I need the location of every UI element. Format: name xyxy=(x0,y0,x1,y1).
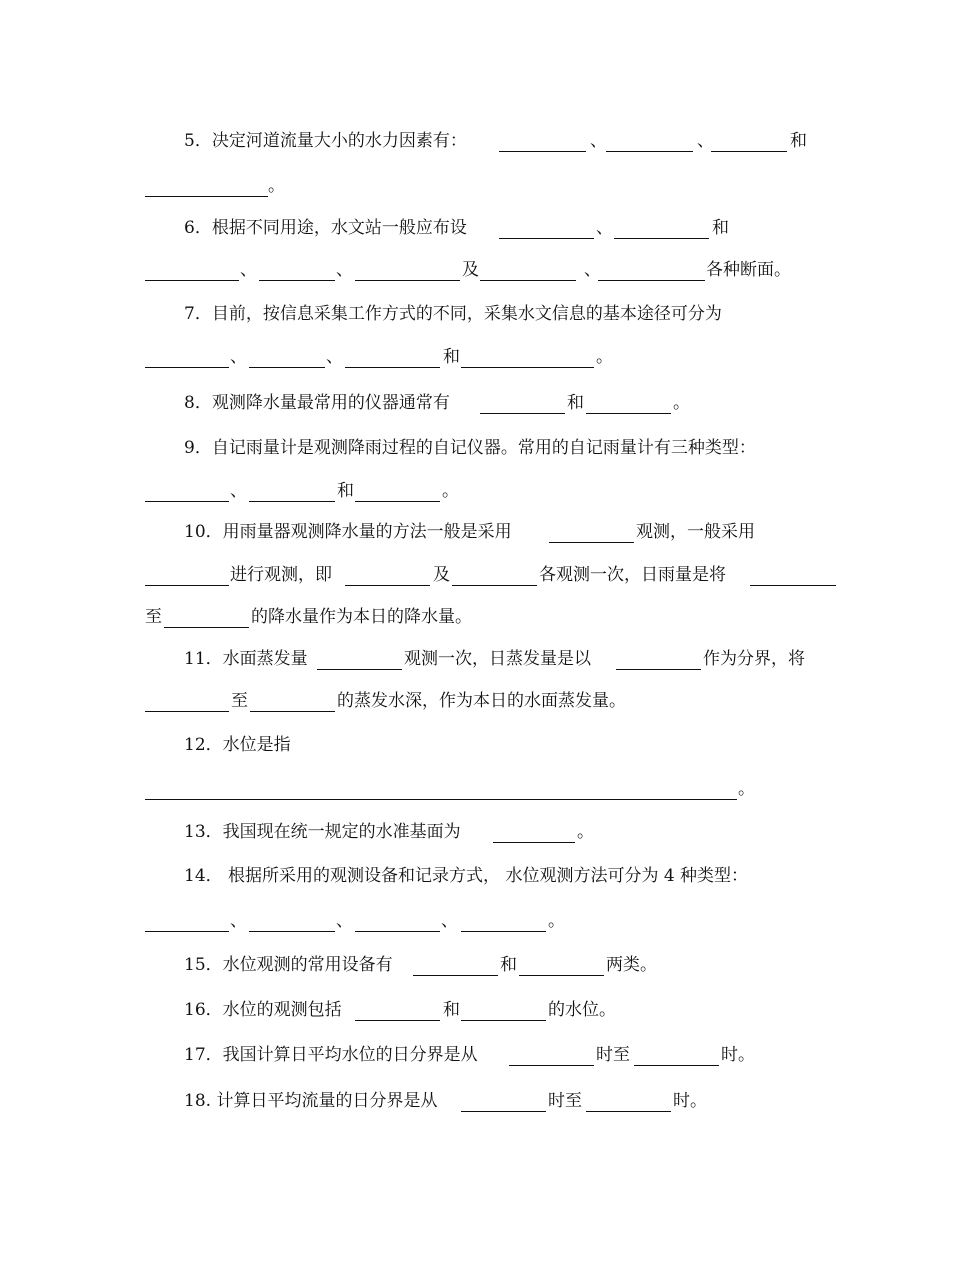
question-text: 15．水位观测的常用设备有 xyxy=(184,955,393,975)
q9-line-2 xyxy=(0,477,979,505)
q10-line-1 xyxy=(0,518,979,546)
question-text: 、 xyxy=(230,347,247,367)
answer-blank[interactable] xyxy=(586,413,671,414)
answer-blank[interactable] xyxy=(145,280,239,281)
question-text: 及 xyxy=(462,260,479,280)
answer-blank[interactable] xyxy=(145,711,229,712)
answer-blank[interactable] xyxy=(413,975,498,976)
q14-line-1 xyxy=(0,862,979,890)
answer-blank[interactable] xyxy=(355,931,440,932)
answer-blank[interactable] xyxy=(145,931,229,932)
question-text: 和 xyxy=(712,218,729,238)
answer-blank[interactable] xyxy=(598,280,705,281)
question-text: 、 xyxy=(697,131,714,151)
q15-line-1 xyxy=(0,951,979,979)
question-text: 、 xyxy=(230,911,247,931)
question-text: 和 xyxy=(337,481,354,501)
answer-blank[interactable] xyxy=(249,501,335,502)
question-text: 进行观测，即 xyxy=(230,565,332,585)
question-text: 16．水位的观测包括 xyxy=(184,1000,342,1020)
q13-line-1 xyxy=(0,818,979,846)
answer-blank[interactable] xyxy=(586,1111,671,1112)
question-text: 、 xyxy=(240,260,257,280)
answer-blank[interactable] xyxy=(480,413,565,414)
question-text: 和 xyxy=(567,393,584,413)
answer-blank[interactable] xyxy=(634,1065,719,1066)
answer-blank[interactable] xyxy=(249,367,325,368)
question-text: 和 xyxy=(443,347,460,367)
answer-blank[interactable] xyxy=(317,669,402,670)
answer-blank[interactable] xyxy=(164,627,249,628)
question-text: 。 xyxy=(577,822,594,842)
question-text: 、 xyxy=(441,911,458,931)
q16-line-1 xyxy=(0,996,979,1024)
question-text: 6．根据不同用途，水文站一般应布设 xyxy=(184,218,467,238)
q5-line-1 xyxy=(0,127,979,155)
q11-line-1 xyxy=(0,645,979,673)
answer-blank[interactable] xyxy=(345,585,430,586)
answer-blank[interactable] xyxy=(145,196,268,197)
answer-blank[interactable] xyxy=(345,367,440,368)
question-text: 和 xyxy=(790,131,807,151)
answer-blank[interactable] xyxy=(499,238,594,239)
answer-blank[interactable] xyxy=(461,1111,546,1112)
answer-blank[interactable] xyxy=(750,585,836,586)
q9-line-1 xyxy=(0,434,979,462)
question-text: 和 xyxy=(443,1000,460,1020)
answer-blank[interactable] xyxy=(452,585,537,586)
question-text: 作为分界，将 xyxy=(703,649,805,669)
question-text: 18. 计算日平均流量的日分界是从 xyxy=(184,1091,438,1111)
q14-line-2 xyxy=(0,907,979,935)
q6-line-1 xyxy=(0,214,979,242)
question-text: 11．水面蒸发量 xyxy=(184,649,308,669)
q11-line-2 xyxy=(0,687,979,715)
answer-blank[interactable] xyxy=(461,367,594,368)
question-text: 12．水位是指 xyxy=(184,735,291,755)
q12-line-1 xyxy=(0,731,979,759)
question-text: 、 xyxy=(336,911,353,931)
q18-line-1 xyxy=(0,1087,979,1115)
q5-line-2 xyxy=(0,172,979,200)
question-text: 观测，一般采用 xyxy=(636,522,755,542)
question-text: 、 xyxy=(336,260,353,280)
question-text: 、 xyxy=(230,481,247,501)
answer-blank[interactable] xyxy=(519,975,604,976)
question-text: 8．观测降水量最常用的仪器通常有 xyxy=(184,393,450,413)
question-text: 的降水量作为本日的降水量。 xyxy=(251,607,472,627)
q7-line-1 xyxy=(0,300,979,328)
answer-blank[interactable] xyxy=(355,280,460,281)
question-text: 至 xyxy=(145,607,162,627)
question-text: 9．自记雨量计是观测降雨过程的自记仪器。常用的自记雨量计有三种类型： xyxy=(184,438,756,458)
question-text: 。 xyxy=(548,911,565,931)
answer-blank[interactable] xyxy=(480,280,576,281)
question-text: 、 xyxy=(326,347,343,367)
question-text: 各观测一次，日雨量是将 xyxy=(539,565,726,585)
question-text: 时。 xyxy=(673,1091,707,1111)
answer-blank[interactable] xyxy=(509,1065,594,1066)
answer-blank[interactable] xyxy=(606,151,693,152)
q8-line-1 xyxy=(0,389,979,417)
answer-blank[interactable] xyxy=(355,501,440,502)
question-text: 时。 xyxy=(721,1045,755,1065)
question-text: 7．目前，按信息采集工作方式的不同，采集水文信息的基本途径可分为 xyxy=(184,304,722,324)
answer-blank[interactable] xyxy=(499,151,586,152)
question-text: 观测一次，日蒸发量是以 xyxy=(404,649,591,669)
question-text: 10．用雨量器观测降水量的方法一般是采用 xyxy=(184,522,512,542)
question-text: 5．决定河道流量大小的水力因素有： xyxy=(184,131,467,151)
question-text: 时至 xyxy=(548,1091,582,1111)
answer-blank[interactable] xyxy=(145,367,229,368)
question-text: 各种断面。 xyxy=(706,260,791,280)
question-text: 。 xyxy=(268,176,285,196)
answer-blank[interactable] xyxy=(614,238,709,239)
question-text: 。 xyxy=(442,481,459,501)
question-text: 的水位。 xyxy=(548,1000,616,1020)
answer-blank[interactable] xyxy=(355,1020,440,1021)
question-text: 14． 根据所采用的观测设备和记录方式， 水位观测方法可分为 4 种类型： xyxy=(184,866,749,886)
answer-blank[interactable] xyxy=(259,280,335,281)
question-text: 时至 xyxy=(596,1045,630,1065)
question-text: 13．我国现在统一规定的水准基面为 xyxy=(184,822,461,842)
answer-blank[interactable] xyxy=(493,842,575,843)
question-text: 的蒸发水深，作为本日的水面蒸发量。 xyxy=(337,691,626,711)
answer-blank[interactable] xyxy=(616,669,701,670)
question-text: 、 xyxy=(596,218,613,238)
q7-line-2 xyxy=(0,343,979,371)
q6-line-2 xyxy=(0,256,979,284)
question-text: 17．我国计算日平均水位的日分界是从 xyxy=(184,1045,478,1065)
question-text: 、 xyxy=(584,260,601,280)
answer-blank[interactable] xyxy=(250,711,335,712)
answer-blank[interactable] xyxy=(145,585,229,586)
q12-line-2 xyxy=(0,775,979,803)
question-text: 至 xyxy=(231,691,248,711)
answer-blank[interactable] xyxy=(145,799,737,800)
answer-blank[interactable] xyxy=(711,151,787,152)
question-text: 、 xyxy=(590,131,607,151)
answer-blank[interactable] xyxy=(145,501,229,502)
question-text: 。 xyxy=(673,393,690,413)
question-text: 。 xyxy=(738,779,755,799)
q10-line-3 xyxy=(0,603,979,631)
answer-blank[interactable] xyxy=(549,542,634,543)
answer-blank[interactable] xyxy=(461,1020,546,1021)
question-text: 。 xyxy=(596,347,613,367)
question-text: 及 xyxy=(433,565,450,585)
q10-line-2 xyxy=(0,561,979,589)
answer-blank[interactable] xyxy=(249,931,335,932)
question-text: 两类。 xyxy=(606,955,657,975)
question-text: 和 xyxy=(500,955,517,975)
answer-blank[interactable] xyxy=(461,931,546,932)
q17-line-1 xyxy=(0,1041,979,1069)
